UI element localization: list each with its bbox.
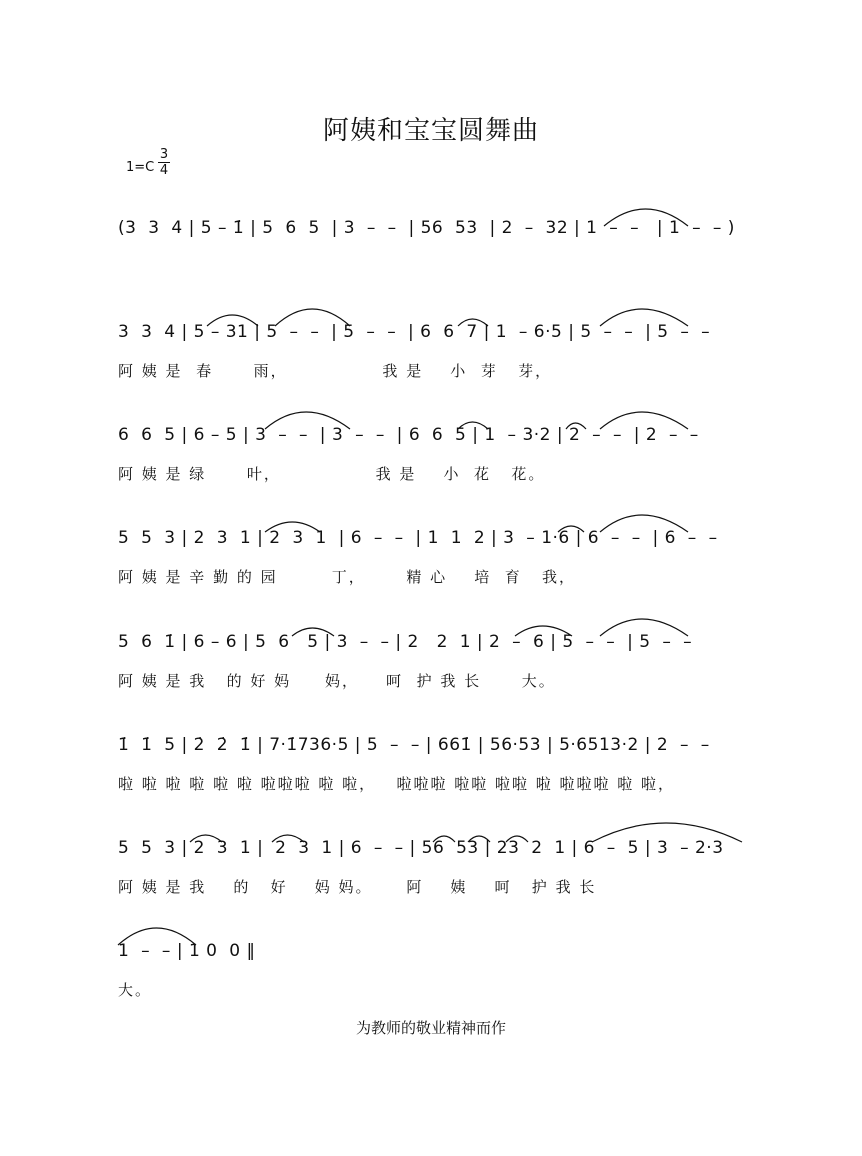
notation-text: 5 6 1̇ | 6 – 6 | 5 6 5 | 3 – – | 2 2 1 | 2 – 6 | 5 – – | 5 – – bbox=[118, 632, 693, 652]
notation-text: 1 – – | 1 0 0 ‖ bbox=[118, 941, 256, 961]
slur-marks bbox=[0, 937, 862, 977]
time-signature bbox=[158, 148, 170, 177]
score-row-6 bbox=[0, 731, 862, 821]
time-signature-top: 3 bbox=[159, 147, 169, 162]
slur-marks bbox=[0, 214, 862, 254]
slur-marks bbox=[0, 421, 862, 461]
slur-marks bbox=[0, 628, 862, 668]
notation-text: 1̇ 1̇ 5 | 2̇ 2̇ 1̇ | 7·1̇736·5 | 5 – – | 661̇ | 56·53 | 5·6513·2 | 2 – – bbox=[118, 735, 710, 755]
slur-marks bbox=[0, 318, 862, 358]
notation-text: 5 5 3 | 2 3 1 | 2 3 1 | 6 – – | 56 53 | 23 2 1 | 6 – 5 | 3 – 2·3 bbox=[118, 838, 724, 858]
score-row-3 bbox=[0, 421, 862, 511]
score-row-4 bbox=[0, 524, 862, 614]
lyric-line: 阿 姨 是 辛 勤 的 园 丁， 精 心 培 育 我， bbox=[118, 568, 577, 586]
slur-marks bbox=[0, 834, 862, 874]
lyric-line: 啦 啦 啦 啦 啦 啦 啦啦啦 啦 啦， 啦啦啦 啦啦 啦啦 啦 啦啦啦 啦 啦， bbox=[118, 775, 676, 793]
notation-line bbox=[118, 731, 778, 761]
score-row-7 bbox=[0, 834, 862, 924]
lyric-line: 阿 姨 是 春 雨， 我 是 小 芽 芽， bbox=[118, 362, 553, 380]
score-row-8 bbox=[0, 937, 862, 1027]
time-signature-bottom: 4 bbox=[159, 163, 169, 178]
song-title: 阿姨和宝宝圆舞曲 bbox=[322, 116, 539, 146]
lyric-line: 大。 bbox=[118, 981, 153, 999]
composition-note: 为教师的敬业精神而作 bbox=[355, 1019, 506, 1037]
notation-text: (3 3 4 | 5 – 1̇ | 5 6 5 | 3 – – | 56 53 | 2 – 32 | 1 – – | 1 – – ) bbox=[118, 218, 735, 238]
lyric-line: 阿 姨 是 绿 叶， 我 是 小 花 花。 bbox=[118, 465, 546, 483]
slur-marks bbox=[0, 524, 862, 564]
score-row-5 bbox=[0, 628, 862, 718]
lyric-line: 阿 姨 是 我 的 好 妈 妈， 呵 护 我 长 大。 bbox=[118, 672, 556, 690]
lyric-line: 阿 姨 是 我 的 好 妈 妈。 阿 姨 呵 护 我 长 bbox=[118, 878, 597, 896]
notation-text: 3 3 4 | 5 – 31 | 5 – – | 5 – – | 6 6 7 | 1 – 6·5 | 5 – – | 5 – – bbox=[118, 322, 711, 342]
score-row-2 bbox=[0, 318, 862, 408]
notation-text: 5 5 3 | 2 3 1 | 2 3 1 | 6 – – | 1 1 2 | 3 – 1·6 | 6 – – | 6 – – bbox=[118, 528, 718, 548]
notation-text: 6 6 5 | 6 – 5 | 3 – – | 3 – – | 6 6 5 | 1 – 3·2 | 2 – – | 2 – – bbox=[118, 425, 699, 445]
score-row-1 bbox=[0, 214, 862, 304]
key-signature: 1=C bbox=[126, 160, 155, 175]
